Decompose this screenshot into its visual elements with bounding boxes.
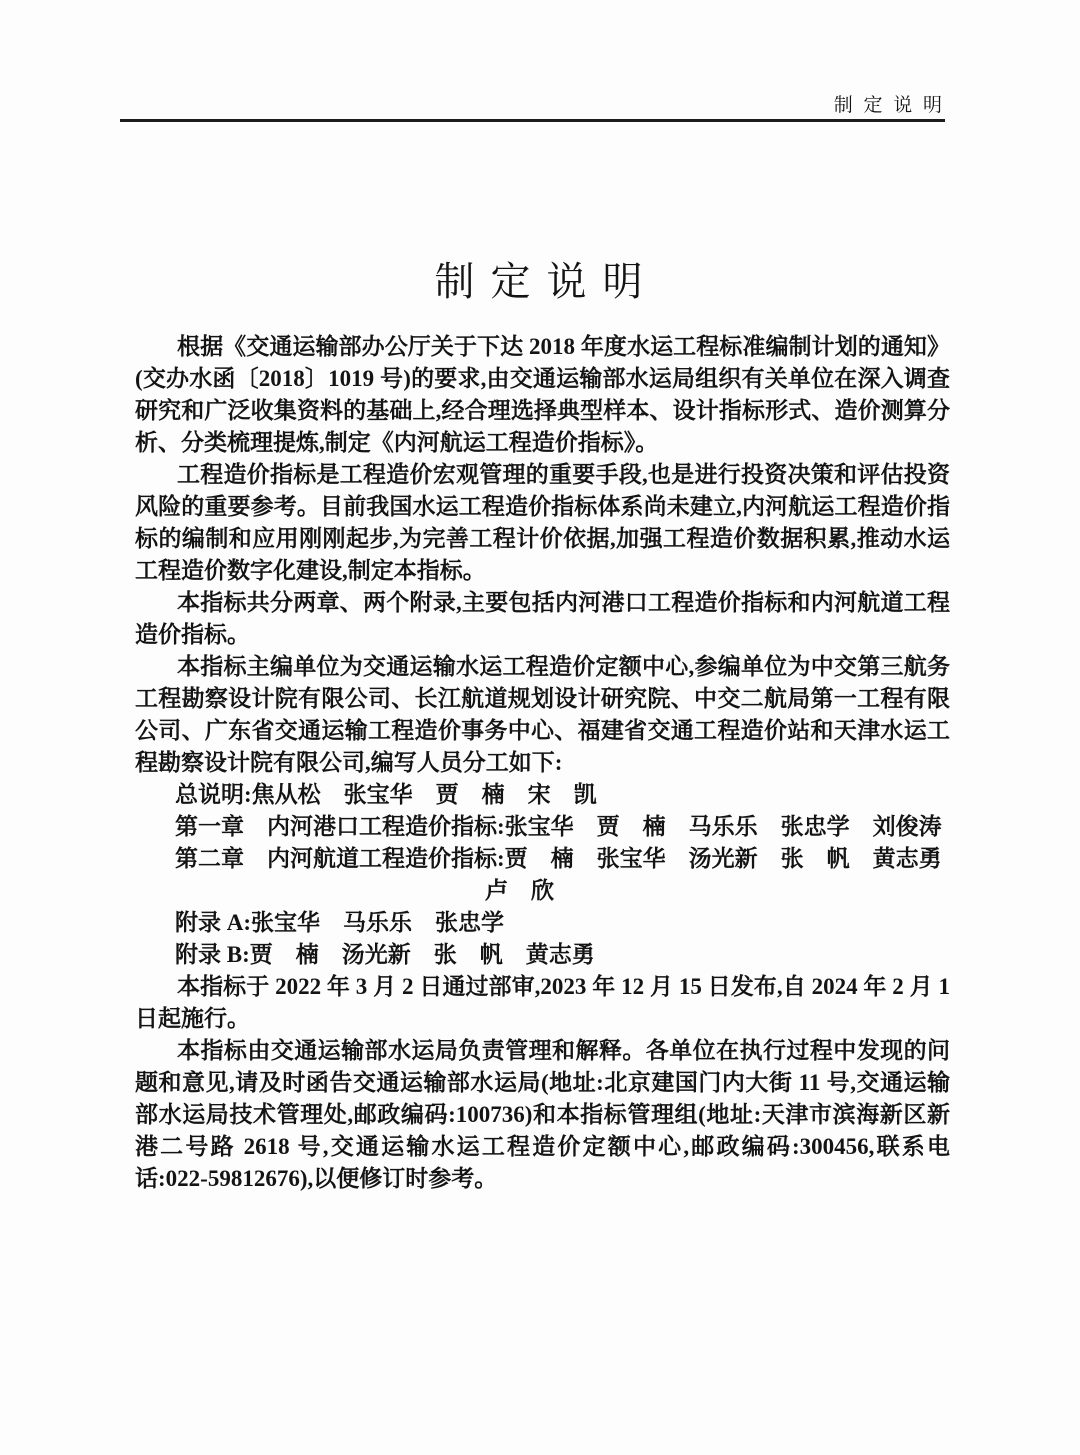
credit-line-appendix-a: 附录 A:张宝华 马乐乐 张忠学 bbox=[175, 910, 505, 935]
paragraph-structure: 本指标共分两章、两个附录,主要包括内河港口工程造价指标和内河航道工程造价指标。 bbox=[135, 590, 950, 647]
document-body bbox=[135, 331, 950, 1195]
paragraph-organizations: 本指标主编单位为交通运输水运工程造价定额中心,参编单位为中交第三航务工程勘察设计院有限公司、长江航道规划设计研究院、中交二航局第一工程有限公司、广东省交通运输工程造价事务中心、福建省交通工程造价站和天津水运工程勘察设计院有限公司,编写人员分工如下: bbox=[135, 654, 950, 775]
credit-line-appendix-b: 附录 B:贾 楠 汤光新 张 帆 黄志勇 bbox=[175, 942, 595, 967]
credit-line-chapter2-continuation: 卢 欣 bbox=[485, 878, 554, 903]
credit-line-general-notes: 总说明:焦从松 张宝华 贾 楠 宋 凯 bbox=[175, 782, 597, 807]
page-title: 制 定 说 明 bbox=[434, 259, 646, 304]
header-rule-divider bbox=[120, 119, 945, 122]
credit-line-chapter1: 第一章 内河港口工程造价指标:张宝华 贾 楠 马乐乐 张忠学 刘俊涛 bbox=[175, 814, 942, 839]
paragraph-management-contact: 本指标由交通运输部水运局负责管理和解释。各单位在执行过程中发现的问题和意见,请及时函告交通运输部水运局(地址:北京建国门内大街 11 号,交通运输部水运局技术管理处,邮政编码:100736)和本指标管理组(地址:天津市滨海新区新港二号路 2618 号,交通运输水运工程造价定额中心,邮政编码:300456,联系电话:022-59812676),以便修订时参考。 bbox=[135, 1038, 950, 1191]
paragraph-basis: 根据《交通运输部办公厅关于下达 2018 年度水运工程标准编制计划的通知》(交办水函〔2018〕1019 号)的要求,由交通运输部水运局组织有关单位在深入调查研究和广泛收集资料的基础上,经合理选择典型样本、设计指标形式、造价测算分析、分类梳理提炼,制定《内河航运工程造价指标》。 bbox=[135, 334, 950, 455]
running-header-title: 制 定 说 明 bbox=[833, 95, 945, 116]
paragraph-approval-dates: 本指标于 2022 年 3 月 2 日通过部审,2023 年 12 月 15 日发布,自 2024 年 2 月 1 日起施行。 bbox=[135, 974, 951, 1031]
credit-line-chapter2: 第二章 内河航道工程造价指标:贾 楠 张宝华 汤光新 张 帆 黄志勇 bbox=[175, 846, 942, 871]
paragraph-purpose: 工程造价指标是工程造价宏观管理的重要手段,也是进行投资决策和评估投资风险的重要参考。目前我国水运工程造价指标体系尚未建立,内河航运工程造价指标的编制和应用刚刚起步,为完善工程计价依据,加强工程造价数据积累,推动水运工程造价数字化建设,制定本指标。 bbox=[135, 462, 950, 583]
